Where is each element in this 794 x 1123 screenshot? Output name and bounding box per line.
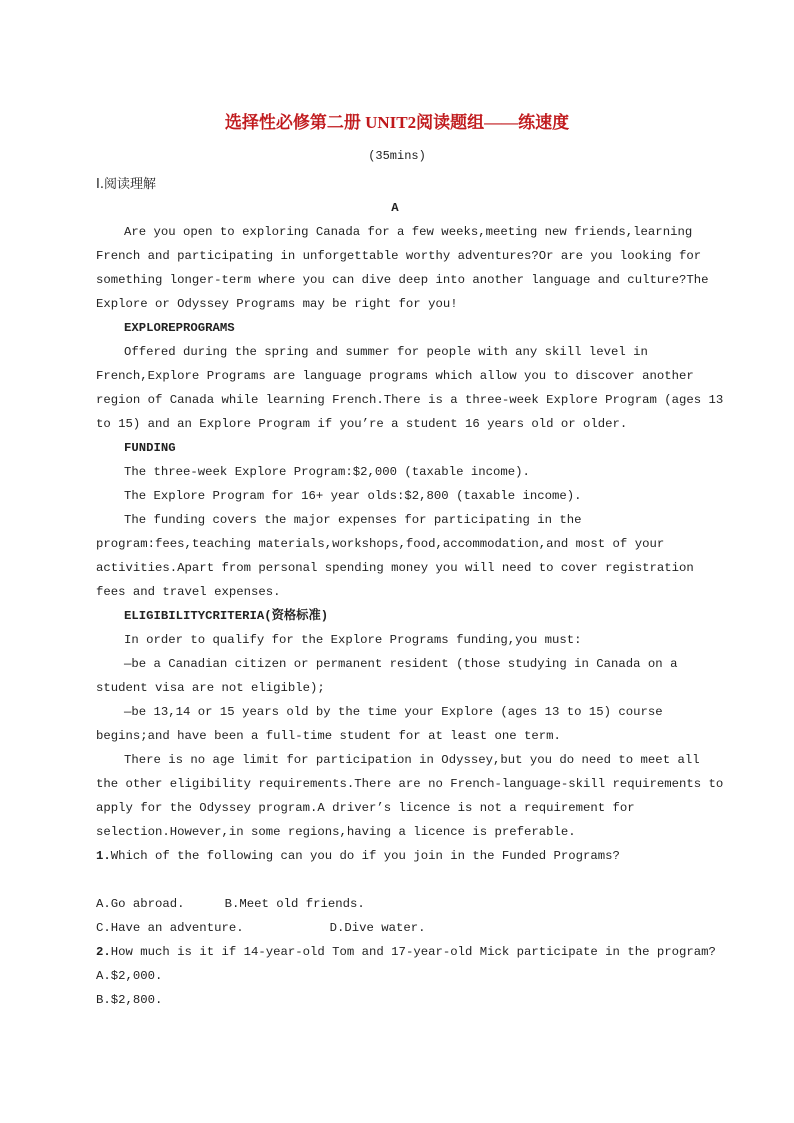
time-limit: (35mins) [368,149,426,163]
paragraph-line: region of Canada while learning French.There is a three-week Explore Program (ages 13 [96,393,724,407]
option-a: A.Go abroad. [96,897,185,911]
option-d: D.Dive water. [329,921,426,935]
criteria-line: —be a Canadian citizen or permanent resident (those studying in Canada on a [124,657,678,671]
options-row [96,892,696,916]
paragraph-line: French and participating in unforgettable worthy adventures?Or are you looking for [96,249,702,263]
question-text: Which of the following can you do if you join in the Funded Programs? [110,849,620,863]
paragraph-line: Offered during the spring and summer for people with any skill level in [124,345,648,359]
option-b: B.$2,800. [96,993,163,1007]
option-c: C.Have an adventure. [96,921,244,935]
option-b: B.Meet old friends. [224,897,365,911]
criteria-line: —be 13,14 or 15 years old by the time your Explore (ages 13 to 15) course [124,705,663,719]
paragraph-line: activities.Apart from personal spending money you will need to cover registration [96,561,694,575]
subheading-eligibility: ELIGIBILITYCRITERIA(资格标准) [124,609,329,623]
paragraph-line: Explore or Odyssey Programs may be right for you! [96,297,458,311]
question-number: 1. [96,849,111,863]
subheading-explore: EXPLOREPROGRAMS [124,321,235,335]
paragraph-line: program:fees,teaching materials,workshops,food,accommodation,and most of your [96,537,665,551]
paragraph-line: to 15) and an Explore Program if you’re a student 16 years old or older. [96,417,628,431]
criteria-line: begins;and have been a full-time student for at least one term. [96,729,561,743]
paragraph-line: The funding covers the major expenses for participating in the [124,513,582,527]
question-text: How much is it if 14-year-old Tom and 17-year-old Mick participate in the program? [110,945,716,959]
option-a: A.$2,000. [96,969,163,983]
question-number: 2. [96,945,111,959]
paragraph-line: fees and travel expenses. [96,585,281,599]
paragraph-line: the other eligibility requirements.There are no French-language-skill requirements to [96,777,724,791]
section-heading: Ⅰ.阅读理解 [96,177,156,192]
question-2 [96,940,716,964]
options-row [96,916,696,940]
paragraph-line: selection.However,in some regions,having a licence is preferable. [96,825,576,839]
subheading-funding: FUNDING [124,441,176,455]
page-title: 选择性必修第二册 UNIT2阅读题组——练速度 [224,113,570,132]
paragraph-line: apply for the Odyssey program.A driver’s licence is not a requirement for [96,801,635,815]
question-1 [96,844,696,868]
paragraph-line: There is no age limit for participation in Odyssey,but you do need to meet all [124,753,700,767]
blank-line [96,868,696,892]
paragraph-line: Are you open to exploring Canada for a few weeks,meeting new friends,learning [124,225,693,239]
paragraph-line: something longer-term where you can dive deep into another language and culture?The [96,273,709,287]
funding-line: The three-week Explore Program:$2,000 (taxable income). [124,465,530,479]
passage-body [96,196,724,1012]
funding-line: The Explore Program for 16+ year olds:$2,800 (taxable income). [124,489,582,503]
passage-label: A [391,201,399,215]
paragraph-line: French,Explore Programs are language programs which allow you to discover another [96,369,694,383]
paragraph-line: In order to qualify for the Explore Programs funding,you must: [124,633,582,647]
criteria-line: student visa are not eligible); [96,681,325,695]
